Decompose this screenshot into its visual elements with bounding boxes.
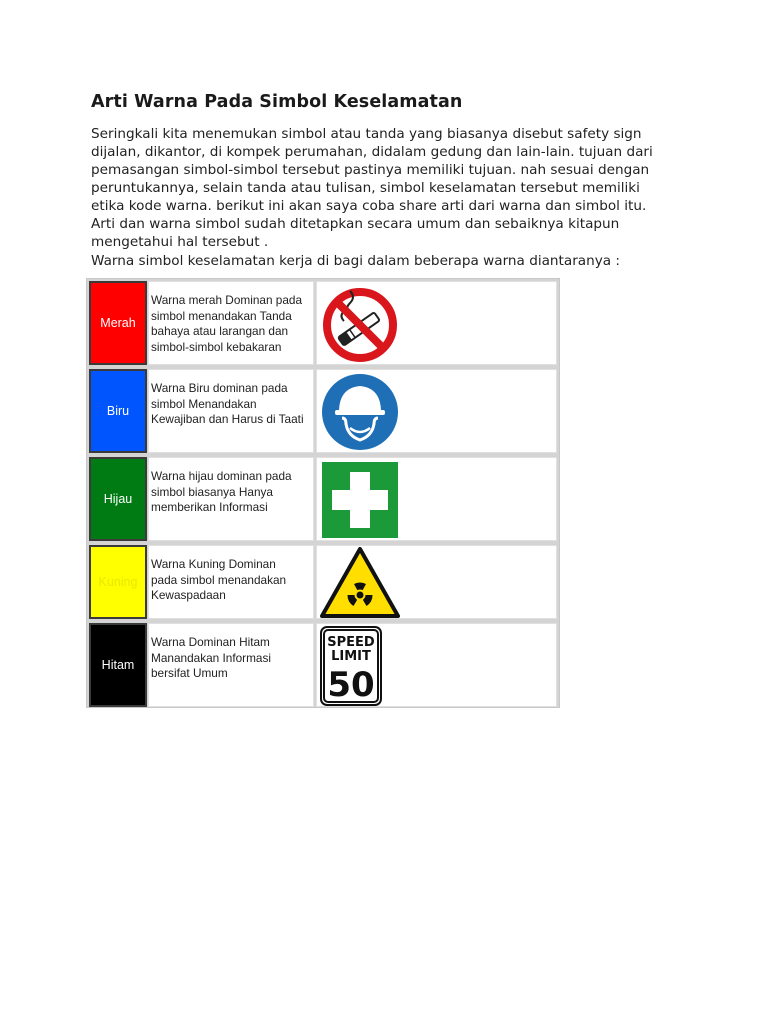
table-row-kuning xyxy=(87,543,559,621)
table-row-hijau xyxy=(87,455,559,543)
color-swatch-kuning xyxy=(89,545,147,619)
speed-sign-value: 50 xyxy=(327,665,375,705)
description-cell-merah xyxy=(148,281,314,365)
first-aid-cross-sign-icon xyxy=(320,460,400,540)
description-line: Warna Dominan Hitam xyxy=(151,635,270,649)
description-line: simbol menandakan Tanda xyxy=(151,308,292,323)
table-row-hitam xyxy=(87,621,559,709)
page-title: Arti Warna Pada Simbol Keselamatan xyxy=(91,92,463,112)
sign-image-cell-merah xyxy=(316,281,557,365)
hard-hat-required-sign-icon xyxy=(320,372,400,452)
no-smoking-sign-icon xyxy=(320,285,400,365)
intro-line: peruntukannya, selain tanda atau tulisan, simbol keselamatan tersebut memiliki xyxy=(91,180,640,196)
sign-image-cell-hitam xyxy=(316,623,557,707)
document-page xyxy=(91,92,691,270)
color-label-hijau: Hijau xyxy=(103,492,133,506)
radiation-warning-sign-icon xyxy=(320,546,400,620)
safety-color-table xyxy=(86,278,560,708)
description-cell-kuning xyxy=(148,545,314,619)
color-swatch-hijau xyxy=(89,457,147,541)
intro-line: mengetahui hal tersebut . xyxy=(91,234,269,250)
description-line: Kewajiban dan Harus di Taati xyxy=(151,412,304,426)
description-line: simbol Menandakan xyxy=(151,396,257,411)
description-line: memberikan Informasi xyxy=(151,500,268,514)
lead-line: Warna simbol keselamatan kerja di bagi dalam beberapa warna diantaranya : xyxy=(91,253,621,269)
speed-limit-sign-icon xyxy=(320,626,382,706)
table-row-biru xyxy=(87,367,559,455)
description-line: Manandakan Informasi xyxy=(151,650,272,665)
description-line: Warna Biru dominan pada xyxy=(151,381,288,395)
description-line: Warna hijau dominan pada xyxy=(151,469,292,483)
sign-image-cell-kuning xyxy=(316,545,557,619)
description-cell-hitam xyxy=(148,623,314,707)
color-label-hitam: Hitam xyxy=(101,658,135,672)
sign-image-cell-biru xyxy=(316,369,557,453)
speed-sign-line2: LIMIT xyxy=(331,649,371,664)
intro-paragraph xyxy=(91,125,691,270)
sign-image-cell-hijau xyxy=(316,457,557,541)
color-swatch-hitam xyxy=(89,623,147,707)
description-line: Kewaspadaan xyxy=(151,588,226,602)
intro-line: Arti dan warna simbol sudah ditetapkan secara umum dan sebaiknya kitapun xyxy=(91,216,620,232)
intro-line: dijalan, dikantor, di kompek perumahan, didalam gedung dan lain-lain. tujuan dari xyxy=(91,144,653,160)
color-label-biru: Biru xyxy=(106,404,130,418)
color-label-merah: Merah xyxy=(100,316,136,330)
description-line: Warna Kuning Dominan xyxy=(151,557,276,571)
description-line: simbol-simbol kebakaran xyxy=(151,339,282,354)
description-line: bahaya atau larangan dan xyxy=(151,324,289,338)
intro-line: Seringkali kita menemukan simbol atau tanda yang biasanya disebut safety sign xyxy=(91,126,642,142)
intro-line: etika kode warna. berikut ini akan saya coba share arti dari warna dan simbol itu. xyxy=(91,198,647,214)
description-line: bersifat Umum xyxy=(151,666,228,680)
color-swatch-merah xyxy=(89,281,147,365)
intro-line: pemasangan simbol-simbol tersebut pastinya memiliki tujuan. nah sesuai dengan xyxy=(91,162,650,178)
description-line: simbol biasanya Hanya xyxy=(151,484,273,499)
description-cell-hijau xyxy=(148,457,314,541)
description-line: Warna merah Dominan pada xyxy=(151,293,303,307)
table-row-merah xyxy=(87,279,559,367)
description-cell-biru xyxy=(148,369,314,453)
color-swatch-biru xyxy=(89,369,147,453)
speed-sign-line1: SPEED xyxy=(327,635,375,650)
description-line: pada simbol menandakan xyxy=(151,572,287,587)
color-label-kuning: Kuning xyxy=(98,575,138,589)
